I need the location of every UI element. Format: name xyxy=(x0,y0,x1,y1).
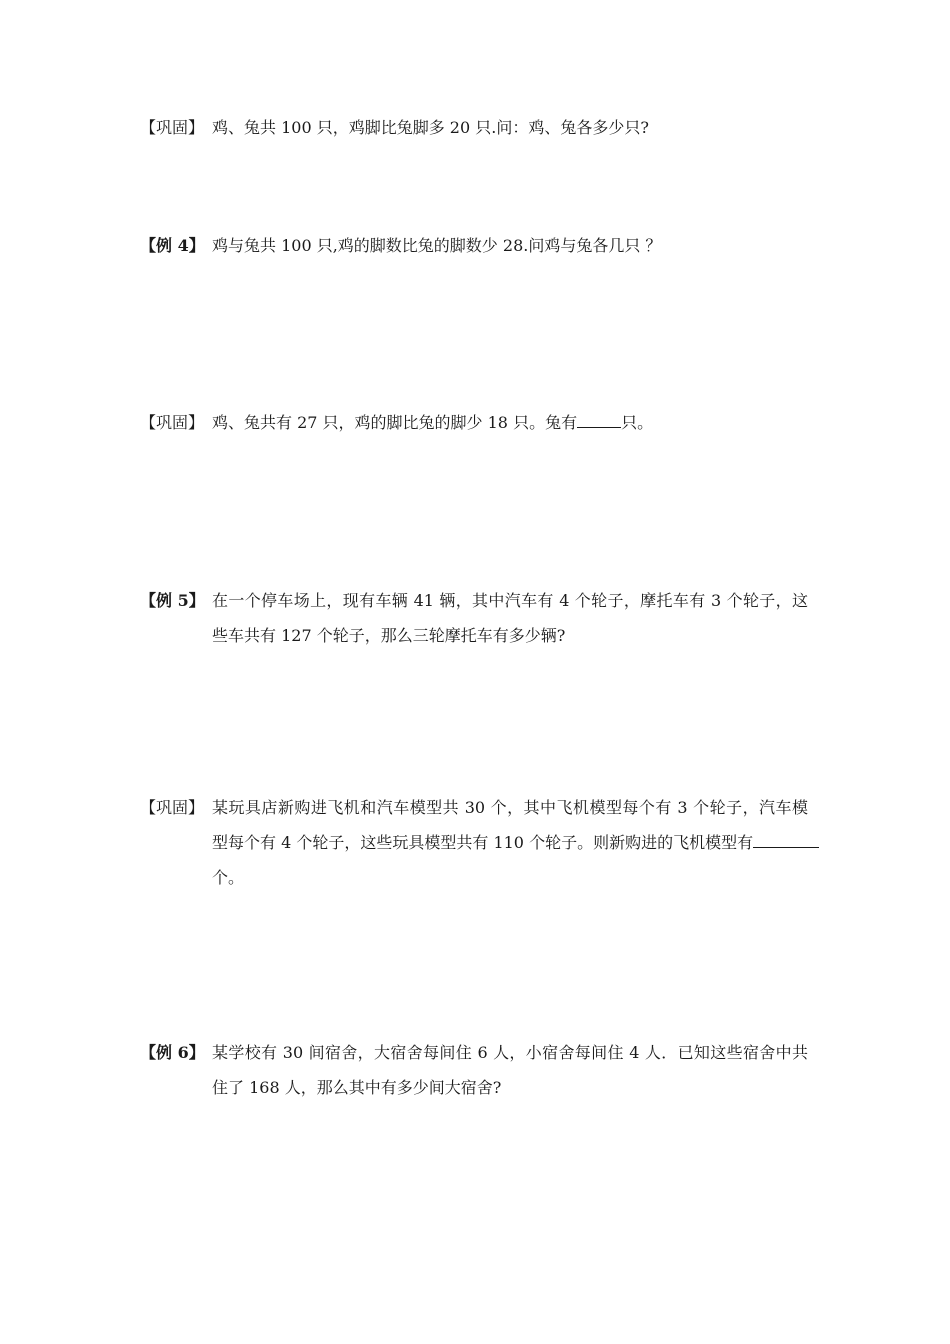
problem-consolidate-2 xyxy=(140,405,810,440)
problem-text: 住了 168 人，那么其中有多少间大宿舍? xyxy=(212,1078,502,1097)
problem-consolidate-3 xyxy=(140,790,810,895)
problem-tag: 【例 6】 xyxy=(140,1043,205,1062)
problem-line xyxy=(140,228,810,263)
problem-text: 些车共有 127 个轮子，那么三轮摩托车有多少辆? xyxy=(212,626,566,645)
problem-text: 鸡、兔共 100 只，鸡脚比兔脚多 20 只.问：鸡、兔各多少只? xyxy=(212,118,649,137)
problem-tag: 【巩固】 xyxy=(140,413,205,432)
problem-tag: 【例 5】 xyxy=(140,591,205,610)
problem-text-before-blank: 鸡、兔共有 27 只，鸡的脚比兔的脚少 18 只。兔有 xyxy=(212,413,578,432)
problem-example-4 xyxy=(140,228,810,263)
problem-text: 某学校有 30 间宿舍，大宿舍每间住 6 人，小宿舍每间住 4 人．已知这些宿舍中共 xyxy=(212,1043,808,1062)
problem-line xyxy=(140,583,810,618)
problem-text-after-blank: 只。 xyxy=(621,413,654,432)
problem-text: 个。 xyxy=(212,868,245,887)
problem-text: 型每个有 4 个轮子，这些玩具模型共有 110 个轮子。则新购进的飞机模型有 xyxy=(212,833,754,852)
problem-text: 鸡与兔共 100 只,鸡的脚数比兔的脚数少 28.问鸡与兔各几只 ？ xyxy=(212,236,662,255)
problem-line xyxy=(140,405,810,440)
problem-line xyxy=(140,790,810,825)
problem-consolidate-1 xyxy=(140,110,810,145)
problem-example-5 xyxy=(140,583,810,653)
problem-line xyxy=(140,110,810,145)
problem-line xyxy=(140,860,810,895)
problem-line xyxy=(140,825,810,860)
problem-text: 在一个停车场上，现有车辆 41 辆，其中汽车有 4 个轮子，摩托车有 3 个轮子，这 xyxy=(212,591,808,610)
problem-tag: 【例 4】 xyxy=(140,236,205,255)
problem-line xyxy=(140,1070,810,1105)
problem-line xyxy=(140,1035,810,1070)
problem-line xyxy=(140,618,810,653)
problem-tag: 【巩固】 xyxy=(140,798,205,817)
answer-blank[interactable] xyxy=(577,413,621,428)
problem-example-6 xyxy=(140,1035,810,1105)
problem-tag: 【巩固】 xyxy=(140,118,205,137)
answer-blank[interactable] xyxy=(753,833,819,848)
problem-text: 某玩具店新购进飞机和汽车模型共 30 个，其中飞机模型每个有 3 个轮子，汽车模 xyxy=(212,798,808,817)
